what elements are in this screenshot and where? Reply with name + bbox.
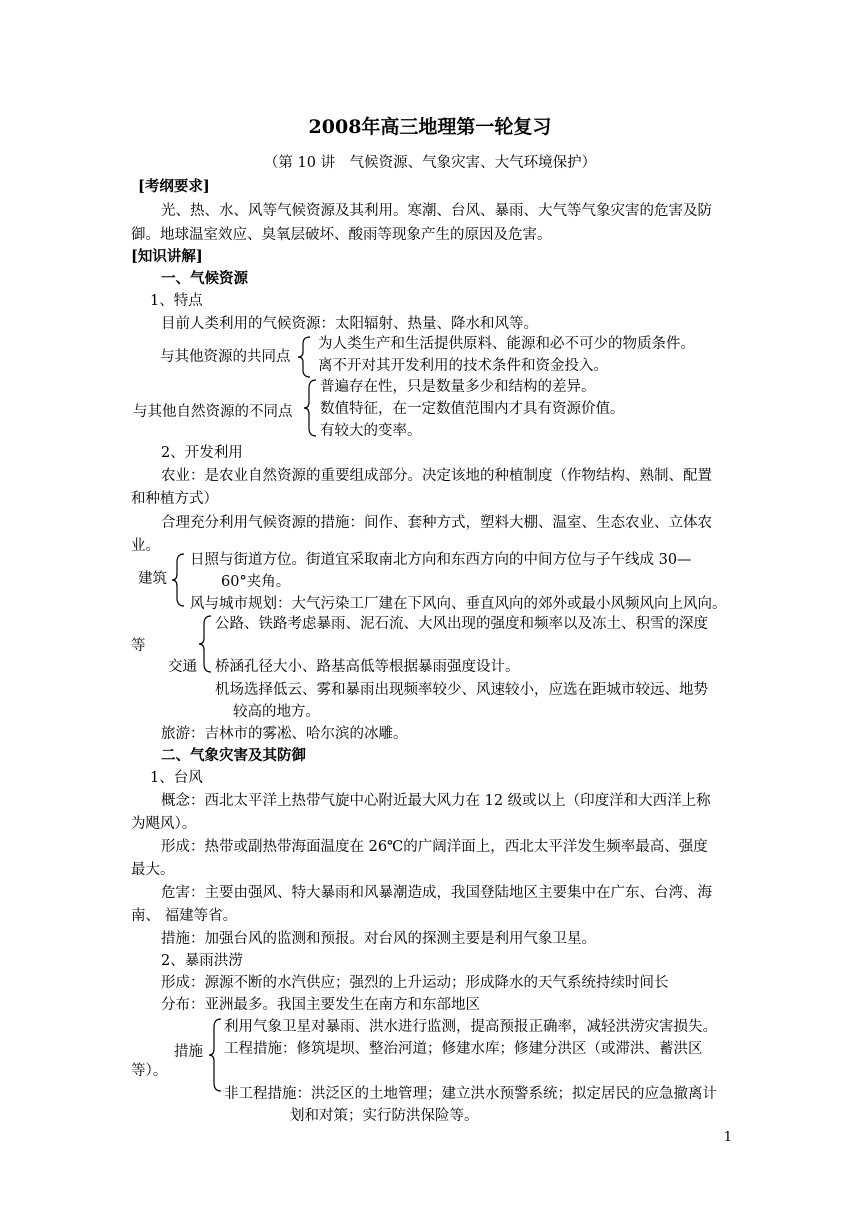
agriculture-line-1: 农业：是农业自然资源的重要组成部分。决定该地的种植制度（作物结构、熟制、配置: [161, 468, 712, 484]
building-line-1a: 日照与街道方位。街道宜采取南北方向和东西方向的中间方位与子午线成 30—: [190, 552, 692, 568]
document-subtitle: （第 10 讲 气候资源、气象灾害、大气环境保护）: [263, 155, 597, 171]
brace-building: [170, 552, 186, 608]
traffic-line-2: 桥涵孔径大小、路基高低等根据暴雨强度设计。: [215, 659, 520, 675]
brace-common: [296, 335, 312, 379]
typhoon-formation-2: 最大。: [131, 862, 175, 878]
page-number: 1: [723, 1130, 732, 1145]
brace-difference: [302, 378, 318, 438]
climate-resources-line: 目前人类利用的气候资源：太阳辐射、热量、降水和风等。: [161, 316, 538, 332]
traffic-label: 交通: [168, 659, 197, 675]
difference-point-2: 数值特征，在一定数值范围内才具有资源价值。: [320, 401, 625, 417]
typhoon-formation-1: 形成：热带或副热带海面温度在 26℃的广阔洋面上，西北太平洋发生频率最高、强度: [161, 839, 708, 855]
typhoon-concept-1: 概念：西北太平洋上热带气旋中心附近最大风力在 12 级或以上（印度洋和大西洋上称: [161, 793, 711, 809]
building-line-1b: 60°夹角。: [221, 574, 291, 590]
brace-rainstorm: [207, 1017, 223, 1093]
subsection-2-title: 2、开发利用: [161, 445, 243, 461]
building-line-2: 风与城市规划：大气污染工厂建在下风向、垂直风向的郊外或最小风频风向上风向。: [190, 596, 727, 612]
section-1-heading: 一、气候资源: [161, 270, 248, 287]
difference-points-label: 与其他自然资源的不同点: [133, 404, 293, 420]
subsection-1-title: 1、特点: [150, 293, 203, 309]
difference-point-1: 普遍存在性，只是数量多少和结构的差异。: [320, 379, 596, 395]
airport-line-1: 机场选择低云、雾和暴雨出现频率较少、风速较小，应选在距城市较远、地势: [215, 682, 708, 698]
typhoon-harm-2: 南、 福建等省。: [131, 908, 238, 924]
syllabus-line-1: 光、热、水、风等气候资源及其利用。寒潮、台风、暴雨、大气等气象灾害的危害及防: [161, 203, 712, 219]
rainstorm-formation: 形成：源源不断的水汽供应；强烈的上升运动；形成降水的天气系统持续时间长: [161, 975, 669, 991]
typhoon-measure: 措施：加强台风的监测和预报。对台风的探测主要是利用气象卫星。: [161, 931, 596, 947]
utilization-line-2: 业。: [131, 538, 160, 554]
traffic-line-1: 公路、铁路考虑暴雨、泥石流、大风出现的强度和频率以及冻土、积雪的深度: [215, 616, 708, 632]
knowledge-heading: [知识讲解]: [131, 248, 203, 265]
utilization-line-1: 合理充分利用气候资源的措施：间作、套种方式，塑料大棚、温室、生态农业、立体农: [161, 515, 712, 531]
agriculture-line-2: 和种植方式）: [131, 491, 218, 507]
rainstorm-measures-label: 措施: [174, 1044, 203, 1060]
typhoon-concept-2: 为飓风）。: [131, 816, 197, 832]
rainstorm-title: 2、暴雨洪涝: [161, 953, 243, 969]
rainstorm-distribution: 分布：亚洲最多。我国主要发生在南方和东部地区: [161, 997, 480, 1013]
traffic-line-1b: 等: [131, 638, 146, 654]
document-title: 2008年高三地理第一轮复习: [308, 116, 552, 138]
typhoon-title: 1、台风: [150, 770, 203, 786]
airport-line-2: 较高的地方。: [233, 704, 320, 720]
section-2-heading: 二、气象灾害及其防御: [161, 747, 306, 764]
rainstorm-measure-3a: 非工程措施：洪泛区的土地管理；建立洪水预警系统；拟定居民的应急撤离计: [224, 1086, 717, 1102]
rainstorm-measure-2: 工程措施：修筑堤坝、整治河道；修建水库；修建分洪区（或滞洪、蓄洪区: [224, 1041, 703, 1057]
common-point-2: 离不开对其开发利用的技术条件和资金投入。: [318, 358, 608, 374]
typhoon-harm-1: 危害：主要由强风、特大暴雨和风暴潮造成，我国登陆地区主要集中在广东、台湾、海: [161, 885, 712, 901]
difference-point-3: 有较大的变率。: [320, 423, 422, 439]
common-points-label: 与其他资源的共同点: [160, 349, 291, 365]
syllabus-heading: [考纲要求]: [138, 178, 210, 195]
syllabus-line-2: 御。地球温室效应、臭氧层破坏、酸雨等现象产生的原因及危害。: [131, 227, 552, 243]
rainstorm-measure-3b: 划和对策；实行防洪保险等。: [290, 1108, 479, 1124]
tourism-line: 旅游：吉林市的雾凇、哈尔滨的冰雕。: [161, 726, 408, 742]
rainstorm-measure-2b: 等）。: [131, 1063, 168, 1079]
brace-traffic: [197, 614, 213, 674]
building-label: 建筑: [138, 571, 167, 587]
rainstorm-measure-1: 利用气象卫星对暴雨、洪水进行监测，提高预报正确率，减轻洪涝灾害损失。: [224, 1019, 717, 1035]
common-point-1: 为人类生产和生活提供原料、能源和必不可少的物质条件。: [318, 336, 695, 352]
